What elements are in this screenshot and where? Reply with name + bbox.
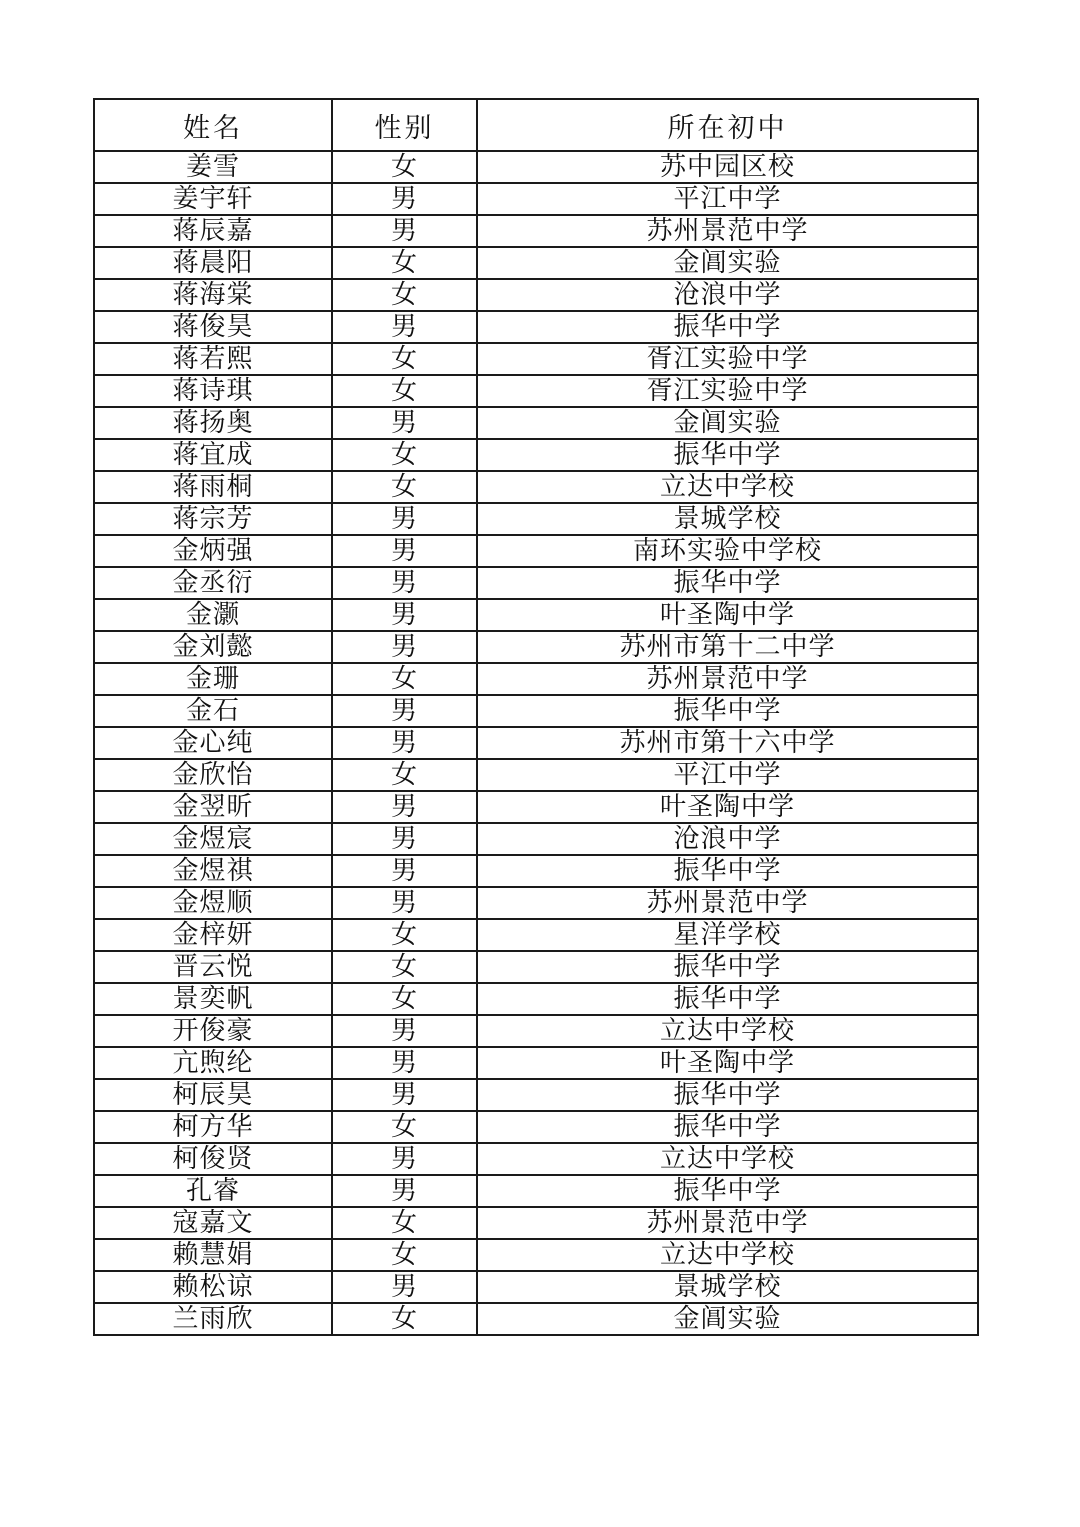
table-row: [94, 1079, 978, 1111]
student-name-cell: 蒋雨桐: [94, 471, 332, 503]
student-name-cell: 金珊: [94, 663, 332, 695]
gender-cell: 女: [332, 983, 477, 1015]
student-name-cell: 赖慧娟: [94, 1239, 332, 1271]
table-row: [94, 215, 978, 247]
student-name-cell: 柯辰昊: [94, 1079, 332, 1111]
school-cell: 苏州景范中学: [477, 215, 978, 247]
student-name-cell: 景奕帆: [94, 983, 332, 1015]
school-cell: 苏州市第十六中学: [477, 727, 978, 759]
table-row: [94, 375, 978, 407]
student-name-cell: 金石: [94, 695, 332, 727]
gender-cell: 男: [332, 1015, 477, 1047]
table-row: [94, 503, 978, 535]
school-cell: 胥江实验中学: [477, 375, 978, 407]
school-cell: 金阊实验: [477, 1303, 978, 1335]
student-name-cell: 金煜宸: [94, 823, 332, 855]
school-cell: 苏州景范中学: [477, 1207, 978, 1239]
student-name-cell: 金梓妍: [94, 919, 332, 951]
school-cell: 金阊实验: [477, 407, 978, 439]
school-cell: 振华中学: [477, 1079, 978, 1111]
table-row: [94, 1175, 978, 1207]
student-name-cell: 金刘懿: [94, 631, 332, 663]
table-row: [94, 567, 978, 599]
student-name-cell: 金灏: [94, 599, 332, 631]
school-cell: 振华中学: [477, 1111, 978, 1143]
school-cell: 振华中学: [477, 951, 978, 983]
gender-cell: 女: [332, 151, 477, 183]
school-cell: 金阊实验: [477, 247, 978, 279]
school-cell: 景城学校: [477, 503, 978, 535]
student-name-cell: 蒋宜成: [94, 439, 332, 471]
school-cell: 立达中学校: [477, 471, 978, 503]
gender-cell: 女: [332, 439, 477, 471]
student-name-cell: 蒋晨阳: [94, 247, 332, 279]
table-row: [94, 791, 978, 823]
gender-cell: 男: [332, 1079, 477, 1111]
header-name: 姓名: [94, 99, 332, 151]
table-row: [94, 407, 978, 439]
header-gender: 性别: [332, 99, 477, 151]
gender-cell: 男: [332, 407, 477, 439]
gender-cell: 男: [332, 855, 477, 887]
school-cell: 景城学校: [477, 1271, 978, 1303]
school-cell: 苏州景范中学: [477, 887, 978, 919]
table-row: [94, 663, 978, 695]
table-row: [94, 695, 978, 727]
student-name-cell: 寇嘉文: [94, 1207, 332, 1239]
gender-cell: 女: [332, 471, 477, 503]
school-cell: 苏州景范中学: [477, 663, 978, 695]
student-name-cell: 蒋海棠: [94, 279, 332, 311]
school-cell: 立达中学校: [477, 1239, 978, 1271]
table-header: [94, 99, 978, 151]
table-row: [94, 1207, 978, 1239]
school-cell: 叶圣陶中学: [477, 791, 978, 823]
gender-cell: 女: [332, 951, 477, 983]
student-name-cell: 蒋诗琪: [94, 375, 332, 407]
school-cell: 沧浪中学: [477, 823, 978, 855]
student-name-cell: 柯方华: [94, 1111, 332, 1143]
school-cell: 平江中学: [477, 183, 978, 215]
student-name-cell: 金煜顺: [94, 887, 332, 919]
gender-cell: 男: [332, 823, 477, 855]
student-name-cell: 姜宇轩: [94, 183, 332, 215]
table-row: [94, 727, 978, 759]
school-cell: 胥江实验中学: [477, 343, 978, 375]
table-row: [94, 311, 978, 343]
table-row: [94, 1303, 978, 1335]
gender-cell: 男: [332, 215, 477, 247]
gender-cell: 男: [332, 1047, 477, 1079]
student-roster-table: [93, 98, 979, 1336]
school-cell: 叶圣陶中学: [477, 599, 978, 631]
gender-cell: 男: [332, 631, 477, 663]
header-school: 所在初中: [477, 99, 978, 151]
school-cell: 振华中学: [477, 1175, 978, 1207]
student-name-cell: 蒋辰嘉: [94, 215, 332, 247]
student-name-cell: 柯俊贤: [94, 1143, 332, 1175]
school-cell: 振华中学: [477, 855, 978, 887]
table-row: [94, 471, 978, 503]
student-name-cell: 姜雪: [94, 151, 332, 183]
school-cell: 振华中学: [477, 567, 978, 599]
gender-cell: 女: [332, 1207, 477, 1239]
student-name-cell: 兰雨欣: [94, 1303, 332, 1335]
table-row: [94, 919, 978, 951]
student-name-cell: 蒋扬奥: [94, 407, 332, 439]
gender-cell: 女: [332, 1303, 477, 1335]
table-row: [94, 1239, 978, 1271]
gender-cell: 男: [332, 791, 477, 823]
student-name-cell: 蒋若熙: [94, 343, 332, 375]
gender-cell: 男: [332, 727, 477, 759]
school-cell: 振华中学: [477, 311, 978, 343]
gender-cell: 男: [332, 1175, 477, 1207]
table-row: [94, 439, 978, 471]
school-cell: 叶圣陶中学: [477, 1047, 978, 1079]
student-name-cell: 亢煦纶: [94, 1047, 332, 1079]
gender-cell: 女: [332, 279, 477, 311]
table-row: [94, 247, 978, 279]
school-cell: 星洋学校: [477, 919, 978, 951]
table-row: [94, 1015, 978, 1047]
student-name-cell: 蒋宗芳: [94, 503, 332, 535]
gender-cell: 男: [332, 183, 477, 215]
student-name-cell: 晋云悦: [94, 951, 332, 983]
header-row: [94, 99, 978, 151]
gender-cell: 男: [332, 535, 477, 567]
table-body: [94, 151, 978, 1335]
student-name-cell: 金丞衍: [94, 567, 332, 599]
table-row: [94, 343, 978, 375]
student-name-cell: 金心纯: [94, 727, 332, 759]
table-row: [94, 983, 978, 1015]
gender-cell: 男: [332, 599, 477, 631]
table-row: [94, 1111, 978, 1143]
table-row: [94, 855, 978, 887]
school-cell: 平江中学: [477, 759, 978, 791]
school-cell: 振华中学: [477, 695, 978, 727]
school-cell: 立达中学校: [477, 1143, 978, 1175]
gender-cell: 男: [332, 1143, 477, 1175]
table-row: [94, 887, 978, 919]
gender-cell: 男: [332, 1271, 477, 1303]
school-cell: 苏州市第十二中学: [477, 631, 978, 663]
gender-cell: 女: [332, 375, 477, 407]
table-row: [94, 599, 978, 631]
student-name-cell: 蒋俊昊: [94, 311, 332, 343]
school-cell: 振华中学: [477, 439, 978, 471]
table-row: [94, 1047, 978, 1079]
gender-cell: 男: [332, 567, 477, 599]
table-row: [94, 759, 978, 791]
table-row: [94, 151, 978, 183]
gender-cell: 女: [332, 919, 477, 951]
table-row: [94, 183, 978, 215]
gender-cell: 男: [332, 887, 477, 919]
gender-cell: 男: [332, 503, 477, 535]
gender-cell: 女: [332, 759, 477, 791]
gender-cell: 男: [332, 695, 477, 727]
student-name-cell: 孔睿: [94, 1175, 332, 1207]
gender-cell: 女: [332, 663, 477, 695]
table-row: [94, 1271, 978, 1303]
student-name-cell: 金欣怡: [94, 759, 332, 791]
gender-cell: 女: [332, 1239, 477, 1271]
student-name-cell: 金炳强: [94, 535, 332, 567]
gender-cell: 女: [332, 247, 477, 279]
school-cell: 沧浪中学: [477, 279, 978, 311]
student-name-cell: 金翌昕: [94, 791, 332, 823]
table-row: [94, 279, 978, 311]
gender-cell: 男: [332, 311, 477, 343]
table-row: [94, 951, 978, 983]
student-name-cell: 金煜祺: [94, 855, 332, 887]
school-cell: 苏中园区校: [477, 151, 978, 183]
school-cell: 立达中学校: [477, 1015, 978, 1047]
table-row: [94, 1143, 978, 1175]
table-row: [94, 631, 978, 663]
school-cell: 振华中学: [477, 983, 978, 1015]
student-name-cell: 赖松谅: [94, 1271, 332, 1303]
gender-cell: 女: [332, 1111, 477, 1143]
school-cell: 南环实验中学校: [477, 535, 978, 567]
table-row: [94, 823, 978, 855]
table-row: [94, 535, 978, 567]
student-name-cell: 开俊豪: [94, 1015, 332, 1047]
gender-cell: 女: [332, 343, 477, 375]
